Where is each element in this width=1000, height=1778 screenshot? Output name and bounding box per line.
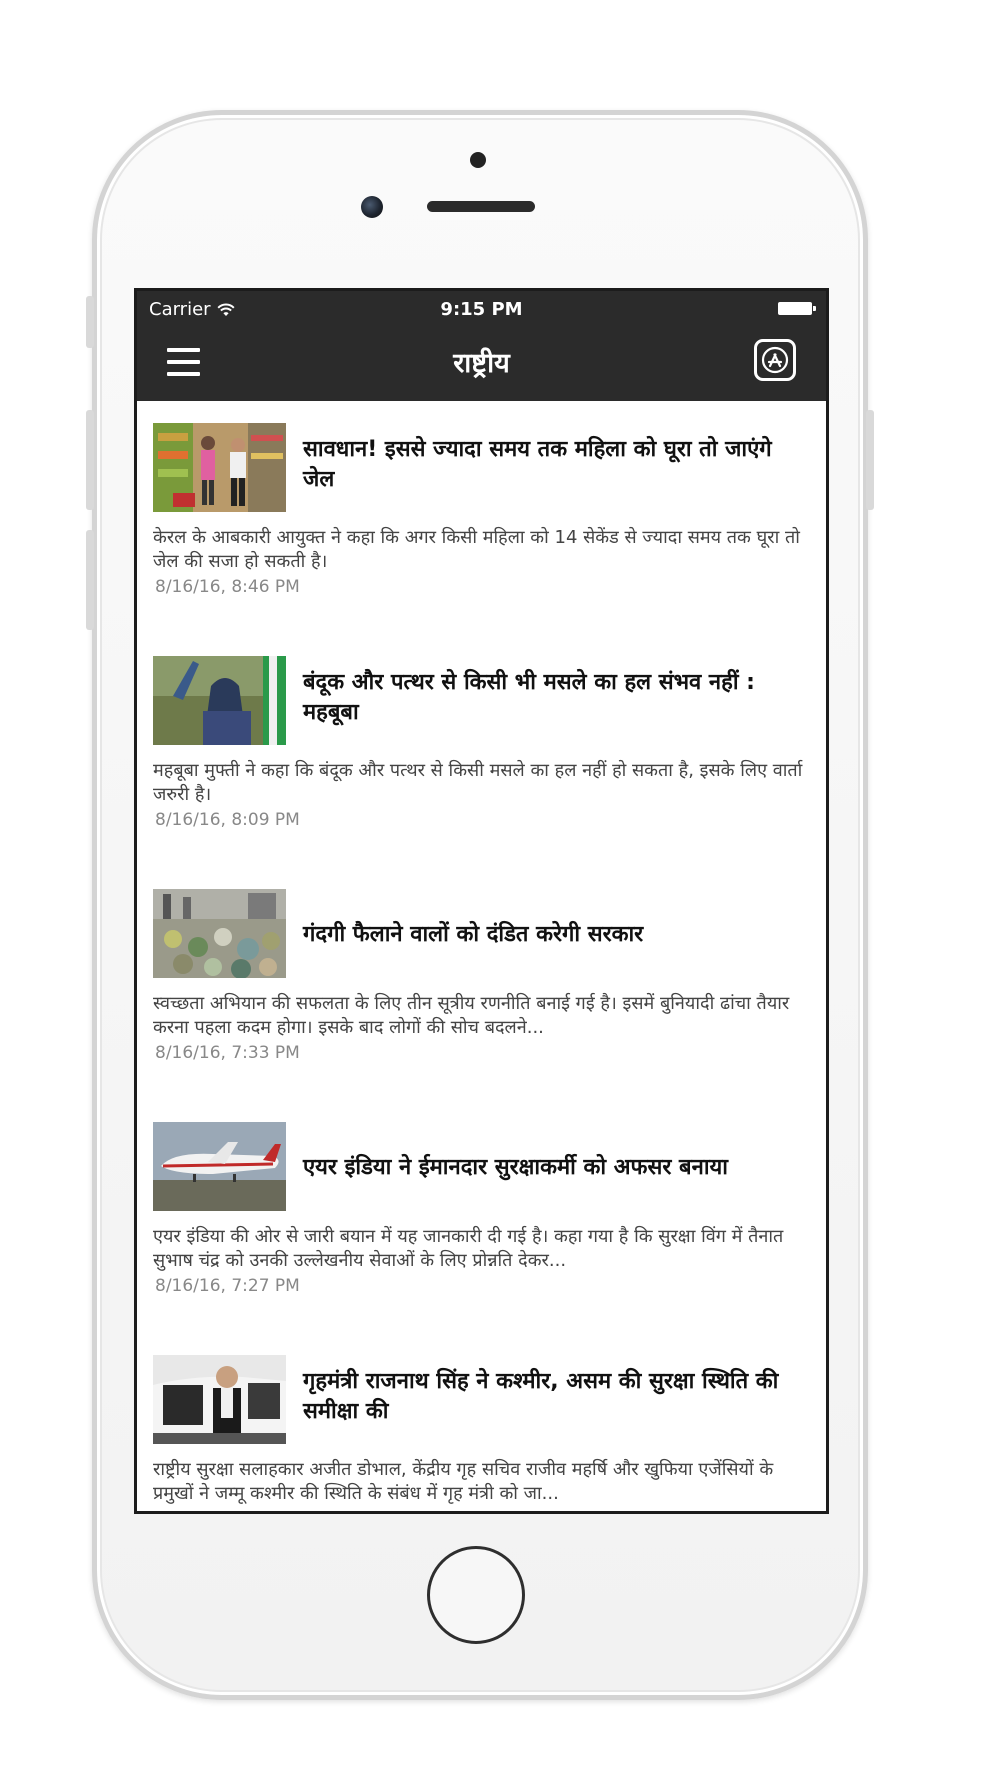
news-thumbnail <box>153 889 286 978</box>
mute-switch <box>86 296 94 348</box>
news-headline: एयर इंडिया ने ईमानदार सुरक्षाकर्मी को अफसर बनाया <box>303 1155 728 1180</box>
news-item[interactable] <box>153 401 810 634</box>
phone-screen <box>134 288 829 1514</box>
news-summary: राष्ट्रीय सुरक्षा सलाहकार अजीत डोभाल, केंद्रीय गृह सचिव राजीव महर्षि और खुफिया एजेंसियों के प्रमुखों ने जम्मू कश्मीर की स्थिति के संबंध में गृह मंत्री को जा... <box>153 1459 774 1504</box>
app-store-icon[interactable] <box>754 339 796 381</box>
title-bar <box>137 325 826 401</box>
news-date: 8/16/16, 7:27 PM <box>155 1276 300 1296</box>
news-date: 8/16/16, 8:46 PM <box>155 577 300 597</box>
page-title: राष्ट्रीय <box>453 348 510 379</box>
news-summary: केरल के आबकारी आयुक्त ने कहा कि अगर किसी महिला को 14 सेकेंड से ज्यादा समय तक घूरा तो जेल की सजा हो सकती है। <box>153 527 800 572</box>
news-headline: गंदगी फैलाने वालों को दंडित करेगी सरकार <box>303 922 644 947</box>
volume-down-button <box>86 530 94 630</box>
home-button[interactable] <box>427 1546 525 1644</box>
status-time: 9:15 PM <box>440 299 523 320</box>
news-headline: बंदूक और पत्थर से किसी भी मसले का हल संभव नहीं : महबूबा <box>303 670 755 725</box>
volume-up-button <box>86 410 94 510</box>
carrier-label: Carrier <box>149 299 211 320</box>
news-item[interactable] <box>153 1333 810 1514</box>
news-thumbnail <box>153 1122 286 1211</box>
news-item[interactable] <box>153 634 810 867</box>
front-camera <box>361 196 383 218</box>
news-feed <box>137 401 826 1514</box>
news-item[interactable] <box>153 867 810 1100</box>
news-item[interactable] <box>153 1100 810 1333</box>
news-thumbnail <box>153 656 286 745</box>
battery-icon <box>778 302 812 315</box>
navigation-bar <box>137 291 826 401</box>
status-bar <box>137 291 826 325</box>
news-date: 8/16/16, 8:09 PM <box>155 810 300 830</box>
news-thumbnail <box>153 1355 286 1444</box>
news-summary: स्वच्छता अभियान की सफलता के लिए तीन सूत्रीय रणनीति बनाई गई है। इसमें बुनियादी ढांचा तैयार करना पहला कदम होगा। इसके बाद लोगों की सोच बदलने... <box>153 993 790 1038</box>
news-headline: सावधान! इससे ज्यादा समय तक महिला को घूरा तो जाएंगे जेल <box>303 437 772 492</box>
proximity-sensor <box>470 152 486 168</box>
news-date: 8/16/16, 7:33 PM <box>155 1043 300 1063</box>
news-headline: गृहमंत्री राजनाथ सिंह ने कश्मीर, असम की सुरक्षा स्थिति की समीक्षा की <box>303 1369 779 1424</box>
news-thumbnail <box>153 423 286 512</box>
news-summary: एयर इंडिया की ओर से जारी बयान में यह जानकारी दी गई है। कहा गया है कि सुरक्षा विंग में तैनात सुभाष चंद्र को उनकी उल्लेखनीय सेवाओं के लिए प्रोन्नति देकर... <box>153 1226 784 1271</box>
news-summary: महबूबा मुफ्ती ने कहा कि बंदूक और पत्थर से किसी मसले का हल नहीं हो सकता है, इसके लिए वार्ता जरुरी है। <box>153 760 803 805</box>
earpiece-speaker <box>427 201 535 212</box>
power-button <box>866 410 874 510</box>
